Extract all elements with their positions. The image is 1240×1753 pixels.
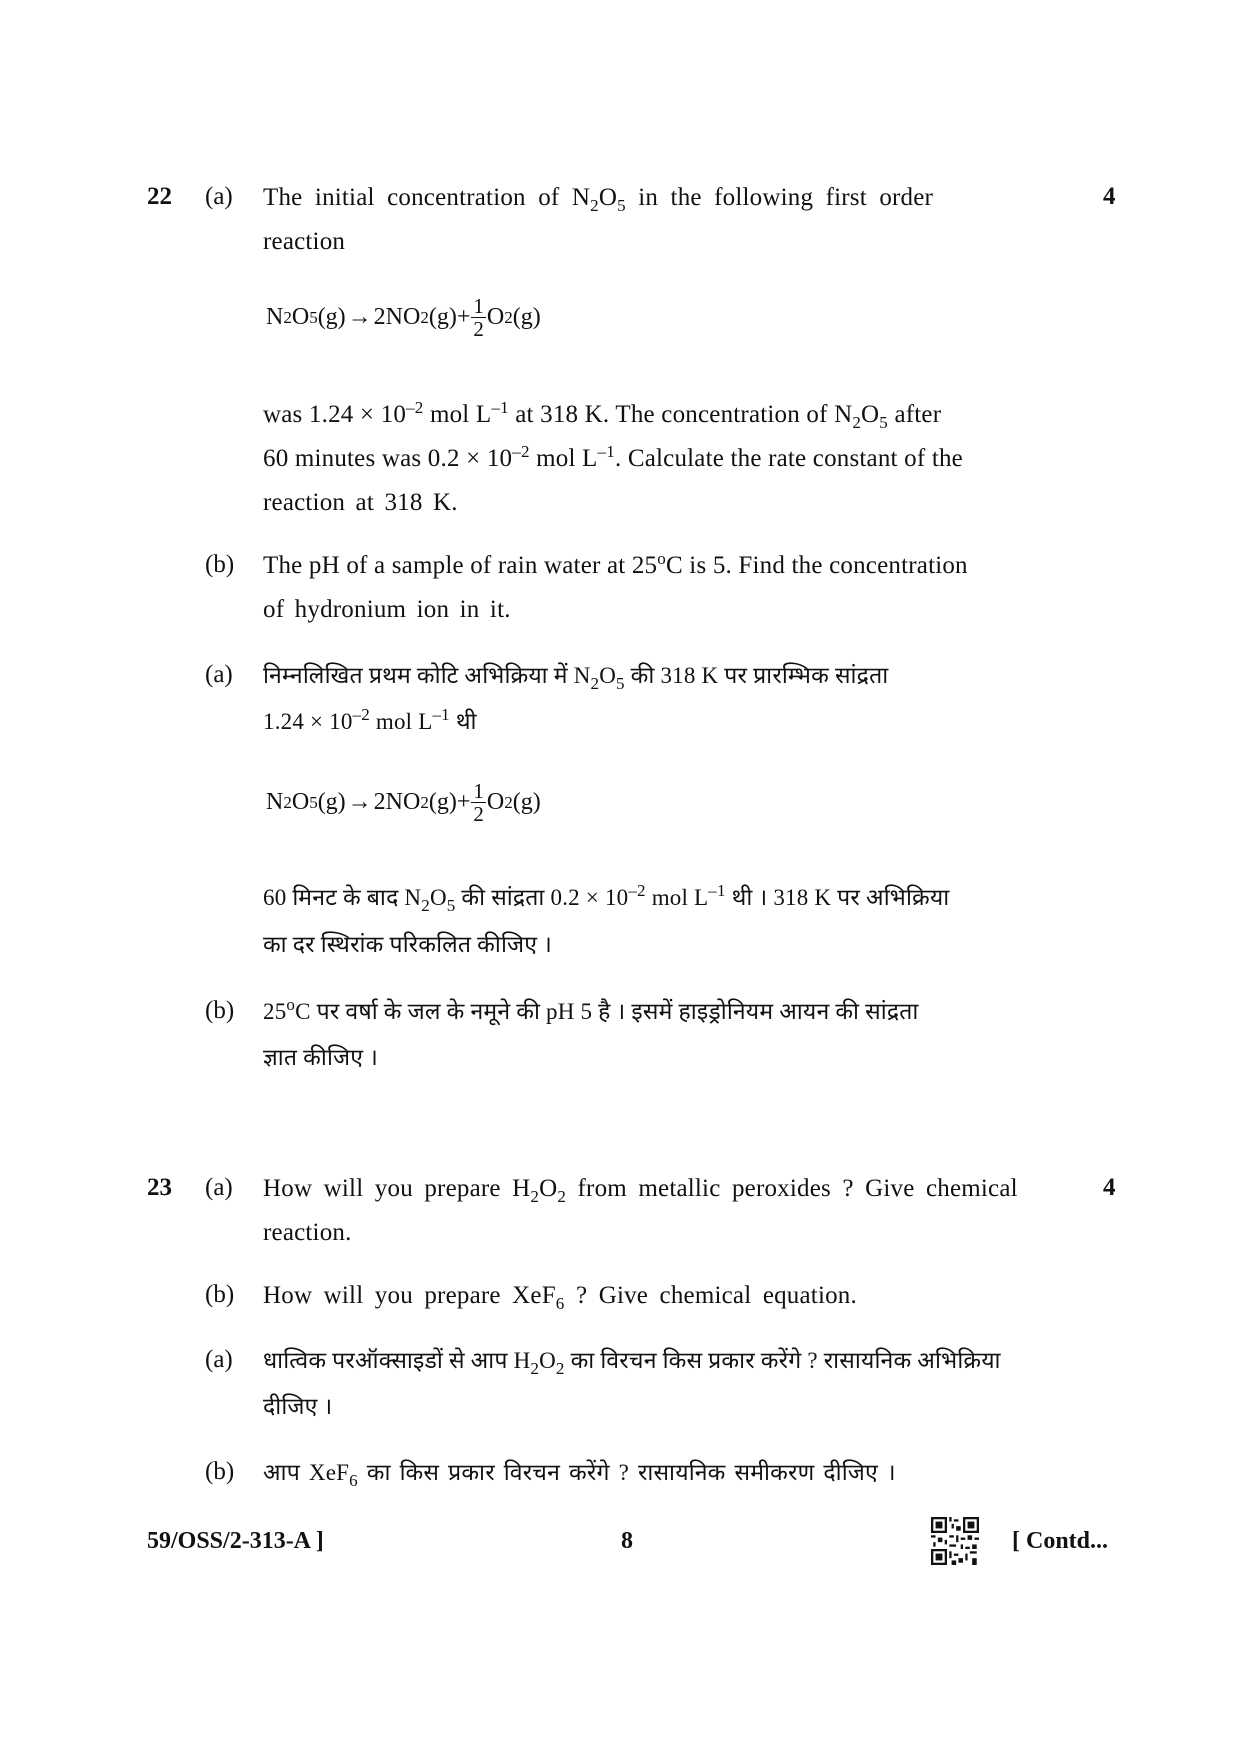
q23-part-b-label: (b) — [205, 1281, 235, 1308]
q22-part-a-label: (a) — [205, 183, 233, 210]
q22-a-para-line1: was $1.24 \times 10^{-2}$ mol $L^{-1}$ at 318 K. The concentration of $N_2O_5$ after — [263, 398, 942, 432]
q22-hindi-a-label: (a) — [205, 661, 233, 688]
q22-a-line1: The initial concentration of $N_2O_5$ in the following first order — [263, 184, 934, 215]
q22-a-line2: reaction — [263, 228, 346, 255]
page-number: 8 — [621, 1528, 633, 1554]
question-number-23: 23 — [147, 1174, 172, 1201]
paper-code: 59/OSS/2-313-A ] — [147, 1528, 324, 1554]
q22-marks: 4 — [1103, 183, 1116, 210]
q23-hindi-a-line2: दीजिए । — [263, 1394, 333, 1419]
q22-a-para-line3: reaction at 318 K. — [263, 489, 458, 516]
continued-label: [ Contd... — [1012, 1528, 1109, 1554]
fraction-one-half: $\frac{1}{2}$ — [473, 779, 484, 826]
q23-a-line2: reaction. — [263, 1219, 352, 1246]
q23-a-line1: How will you prepare $H_2O_2$ from metallic peroxides ? Give chemical — [263, 1175, 1018, 1206]
q22-hindi-a-line2: $1.24 \times 10^{-2}$ mol $L^{-1}$ थी — [263, 705, 477, 734]
q22-part-b-label: (b) — [205, 551, 235, 578]
q23-hindi-b-label: (b) — [205, 1458, 235, 1485]
q22-a-para-line2: 60 minutes was $0.2 \times 10^{-2}$ mol $L^{-1}$. Calculate the rate constant of the — [263, 442, 963, 472]
question-number-22: 22 — [147, 183, 172, 210]
q22-hindi-b-line2: ज्ञात कीजिए । — [263, 1045, 378, 1070]
qr-code-icon — [931, 1517, 979, 1570]
q22-hindi-a-line1: निम्नलिखित प्रथम कोटि अभिक्रिया में $N_2O_5$ की 318 K पर प्रारम्भिक सांद्रता — [263, 663, 889, 693]
q23-hindi-a-line1: धात्विक परऑक्साइडों से आप $H_2O_2$ का विरचन किस प्रकार करेंगे ? रासायनिक अभिक्रिया — [263, 1348, 1001, 1378]
q22-hindi-para-line1: 60 मिनट के बाद $N_2O_5$ की सांद्रता $0.2 \times 10^{-2}$ mol $L^{-1}$ थी । 318 K पर अभिक्रिया — [263, 881, 950, 915]
q23-marks: 4 — [1103, 1174, 1116, 1201]
q22-equation: N 2 O 5 (g) → 2NO 2 (g) + $\frac{1}{2}$ O 2 (g) — [266, 294, 541, 341]
q23-hindi-b-line1: आप XeF$_6$ का किस प्रकार विरचन करेंगे ? रासायनिक समीकरण दीजिए । — [263, 1460, 896, 1490]
fraction-one-half: $\frac{1}{2}$ — [473, 294, 484, 341]
q22-hindi-para-line2: का दर स्थिरांक परिकलित कीजिए । — [263, 932, 552, 957]
q22-b-line1: The pH of a sample of rain water at 25$^o$C is 5. Find the concentration — [263, 549, 968, 579]
q22-hindi-b-line1: 25$^o$C पर वर्षा के जल के नमूने की pH 5 है । इसमें हाइड्रोनियम आयन की सांद्रता — [263, 995, 919, 1024]
q23-part-a-label: (a) — [205, 1174, 233, 1201]
q22-hindi-equation: N 2 O 5 (g) → 2NO 2 (g) + $\frac{1}{2}$ O 2 (g) — [266, 779, 541, 826]
q22-b-line2: of hydronium ion in it. — [263, 596, 511, 623]
q23-b-line1: How will you prepare XeF$_6$ ? Give chemical equation. — [263, 1282, 857, 1313]
q22-hindi-b-label: (b) — [205, 997, 235, 1024]
q23-hindi-a-label: (a) — [205, 1346, 233, 1373]
